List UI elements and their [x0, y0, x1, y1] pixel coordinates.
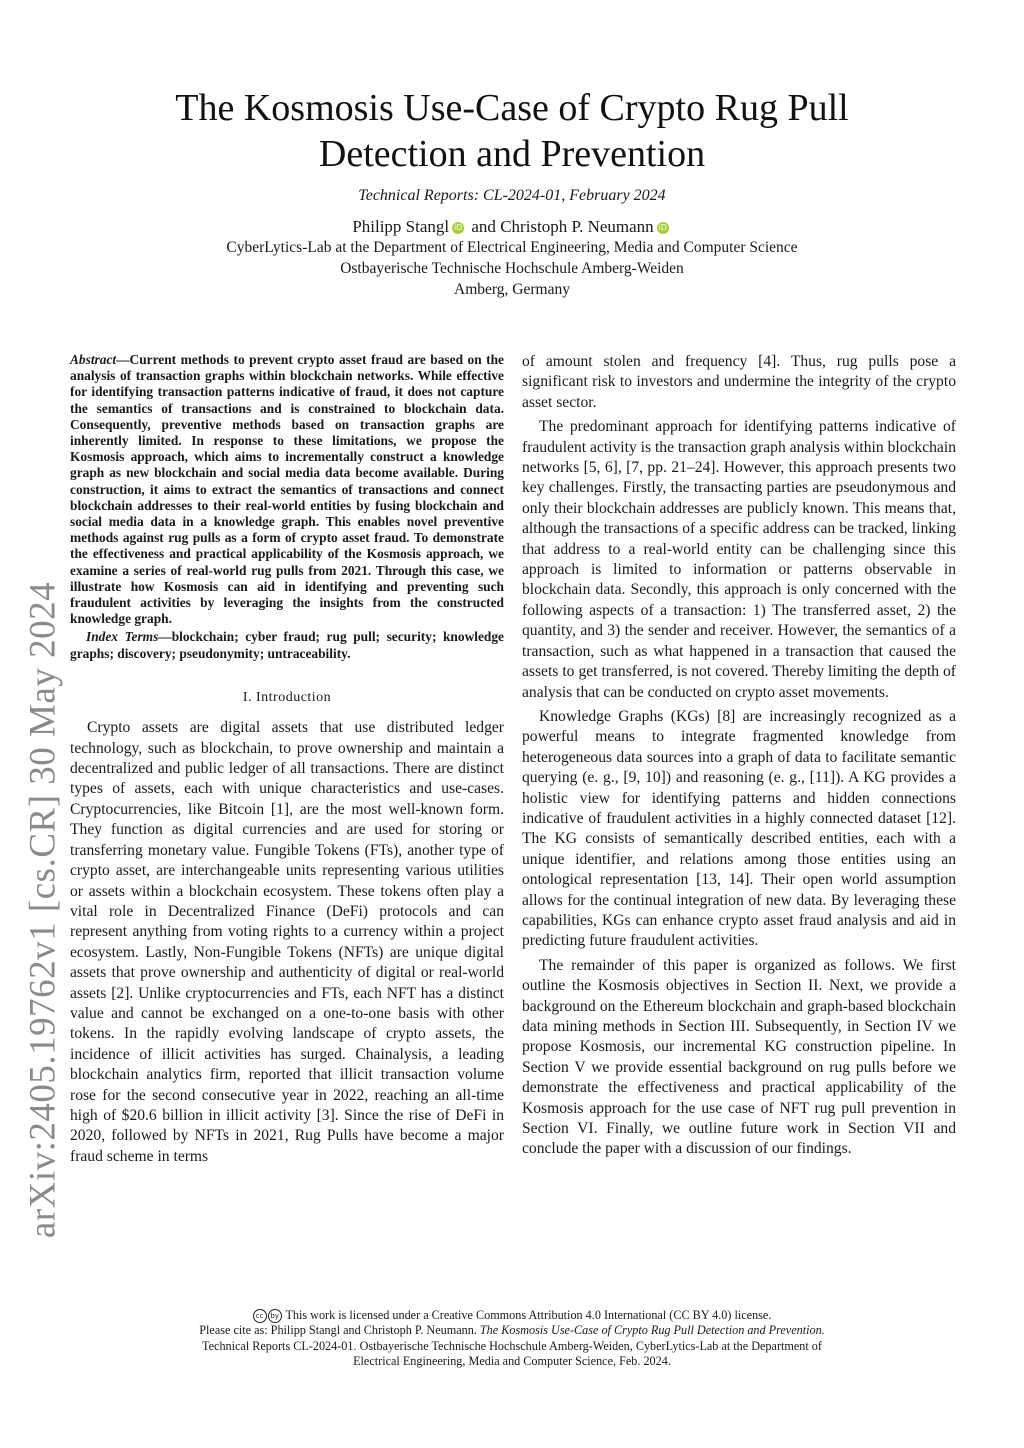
author-2: Christoph P. Neumann	[500, 217, 654, 236]
left-column	[70, 352, 504, 1171]
by-icon: by	[268, 1309, 282, 1323]
citation-prefix: Please cite as: Philipp Stangl and Christoph P. Neumann.	[199, 1323, 477, 1338]
arxiv-identifier: arXiv:2405.19762v1 [cs.CR] 30 May 2024	[22, 581, 64, 1239]
paragraph: Crypto assets are digital assets that use distributed ledger technology, such as blockchain, to prove ownership and maintain a decentralized and public ledger of all transactions. There are distinct types of assets, each with unique characteristics and use-cases. Cryptocurrencies, like Bitcoin [1], are the most well-known form. They function as digital currencies and are used for storing or transferring monetary value. Fungible Tokens (FTs), another type of crypto asset, are interchangeable units representing various utilities or assets within a blockchain ecosystem. These tokens often play a vital role in Decentralized Finance (DeFi) protocols and can represent anything from voting rights to a currency within a project ecosystem. Lastly, Non-Fungible Tokens (NFTs) are unique digital assets that prove ownership and authenticity of digital or real-world assets [2]. Unlike cryptocurrencies and FTs, each NFT has a distinct value and cannot be exchanged on a one-to-one basis with other tokens. In the rapidly evolving landscape of crypto assets, the incidence of illicit activities has surged. Chainalysis, a leading blockchain analytics firm, reported that illicit transaction volume rose for the second consecutive year in 2022, reaching an all-time high of $20.6 billion in illicit activity [3]. Since the rise of DeFi in 2020, followed by NFTs in 2021, Rug Pulls have become a major fraud scheme in terms	[70, 719, 504, 1165]
license-text: This work is licensed under a Creative Commons Attribution 4.0 International (CC BY 4.0) license.	[285, 1308, 772, 1322]
citation-line-3: Electrical Engineering, Media and Computer Science, Feb. 2024.	[353, 1354, 671, 1369]
abstract-text: —Current methods to prevent crypto asset fraud are based on the analysis of transaction graphs within blockchain networks. While effective for identifying transaction patterns indicative of fraud, it does not capture the semantics of transactions and is constrained to blockchain data. Consequently, preventive methods based on transaction graphs are inherently limited. In response to these limitations, we propose the Kosmosis approach, which aims to incrementally construct a knowledge graph as new blockchain and social media data become available. During construction, it aims to extract the semantics of transactions and connect blockchain addresses to their real-world entities by fusing blockchain and social media data in a knowledge graph. This enables novel preventive methods against rug pulls as a form of crypto asset fraud. To demonstrate the effectiveness and practical applicability of the Kosmosis approach, we examine a series of real-world rug pulls from 2021. Through this case, we illustrate how Kosmosis can aid in identifying and preventing such fraudulent activities by leveraging the insights from the constructed knowledge graph.	[70, 352, 504, 627]
paragraph: of amount stolen and frequency [4]. Thus, rug pulls pose a significant risk to investors and undermine the integrity of the crypto asset sector.	[522, 353, 956, 411]
citation-line	[0, 1323, 1024, 1338]
author-1: Philipp Stangl	[352, 217, 450, 236]
abstract	[70, 352, 504, 627]
right-column	[522, 352, 956, 1164]
paragraph: Knowledge Graphs (KGs) [8] are increasingly recognized as a powerful means to integrate fragmented knowledge from heterogeneous data sources into a graph of data to facilitate semantic querying (e. g., [9, 10]) and reasoning (e. g., [11]). A KG provides a holistic view for identifying patterns and hidden connections indicative of fraudulent activities in a highly connected dataset [12]. The KG consists of semantically described entities, each with a unique identifier, and relations among those entities using an ontological representation [13, 14]. Their open world assumption allows for the continual integration of new data. By leveraging these capabilities, KGs can enhance crypto asset fraud analysis and aid in predicting future fraudulent activities.	[522, 707, 956, 950]
citation-title: The Kosmosis Use-Case of Crypto Rug Pull Detection and Prevention.	[479, 1323, 825, 1338]
section-heading-introduction: I. Introduction	[242, 689, 332, 705]
license-line	[0, 1308, 1024, 1323]
license-footer	[0, 1308, 1024, 1370]
index-terms	[70, 629, 504, 661]
paragraph: The remainder of this paper is organized as follows. We first outline the Kosmosis objectives in Section II. Next, we provide a background on the Ethereum blockchain and graph-based blockchain data mining methods in Section III. Subsequently, in Section IV we propose Kosmosis, our incremental KG construction pipeline. In Section V we provide essential background on rug pulls before we demonstrate the effectiveness and practical applicability of the Kosmosis approach for the use case of NFT rug pull prevention in Section VI. Finally, we outline future work in Section VII and conclude the paper with a discussion of our findings.	[522, 956, 956, 1158]
citation-line-2: Technical Reports CL-2024-01. Ostbayerische Technische Hochschule Amberg-Weiden, CyberLytics-Lab at the Department of	[202, 1338, 822, 1353]
author-conjunction: and	[471, 217, 496, 236]
abstract-label: Abstract	[70, 352, 117, 367]
affiliation-line-1: CyberLytics-Lab at the Department of Electrical Engineering, Media and Computer Science	[226, 239, 798, 256]
author-line	[0, 217, 1024, 237]
paper-header	[0, 85, 1024, 300]
index-terms-label: Index Terms	[86, 629, 159, 645]
paper-title: The Kosmosis Use-Case of Crypto Rug Pull Detection and Prevention	[175, 87, 849, 175]
orcid-icon[interactable]: iD	[453, 223, 463, 233]
arxiv-sidebar	[18, 430, 68, 1390]
index-terms-text: —blockchain; cyber fraud; rug pull; security; knowledge graphs; discovery; pseudonymity; untraceability.	[70, 629, 504, 661]
paragraph: The predominant approach for identifying patterns indicative of fraudulent activity is the transaction graph analysis within blockchain networks [5, 6], [7, pp. 21–24]. However, this approach presents two key challenges. Firstly, the transacting parties are pseudonymous and only their blockchain addresses are publicly known. This means that, although the transactions of a specific address can be tracked, linking that address to a real-world entity can be challenging since this approach is limited to information or patterns observable in blockchain data. Secondly, this approach is only concerned with the following aspects of a transaction: 1) The transferred asset, 2) the quantity, and 3) the sender and receiver. However, the semantics of a transaction, such as what happened in a transaction that caused the assets to get transferred, is not covered. Thereby limiting the depth of analysis that can be conducted on crypto asset movements.	[522, 418, 956, 701]
affiliation-line-3: Amberg, Germany	[454, 281, 570, 298]
report-line: Technical Reports: CL-2024-01, February 2024	[358, 187, 666, 204]
orcid-icon[interactable]: iD	[658, 223, 667, 233]
cc-icon: cc	[253, 1309, 267, 1323]
affiliation-line-2: Ostbayerische Technische Hochschule Amberg-Weiden	[340, 260, 684, 277]
